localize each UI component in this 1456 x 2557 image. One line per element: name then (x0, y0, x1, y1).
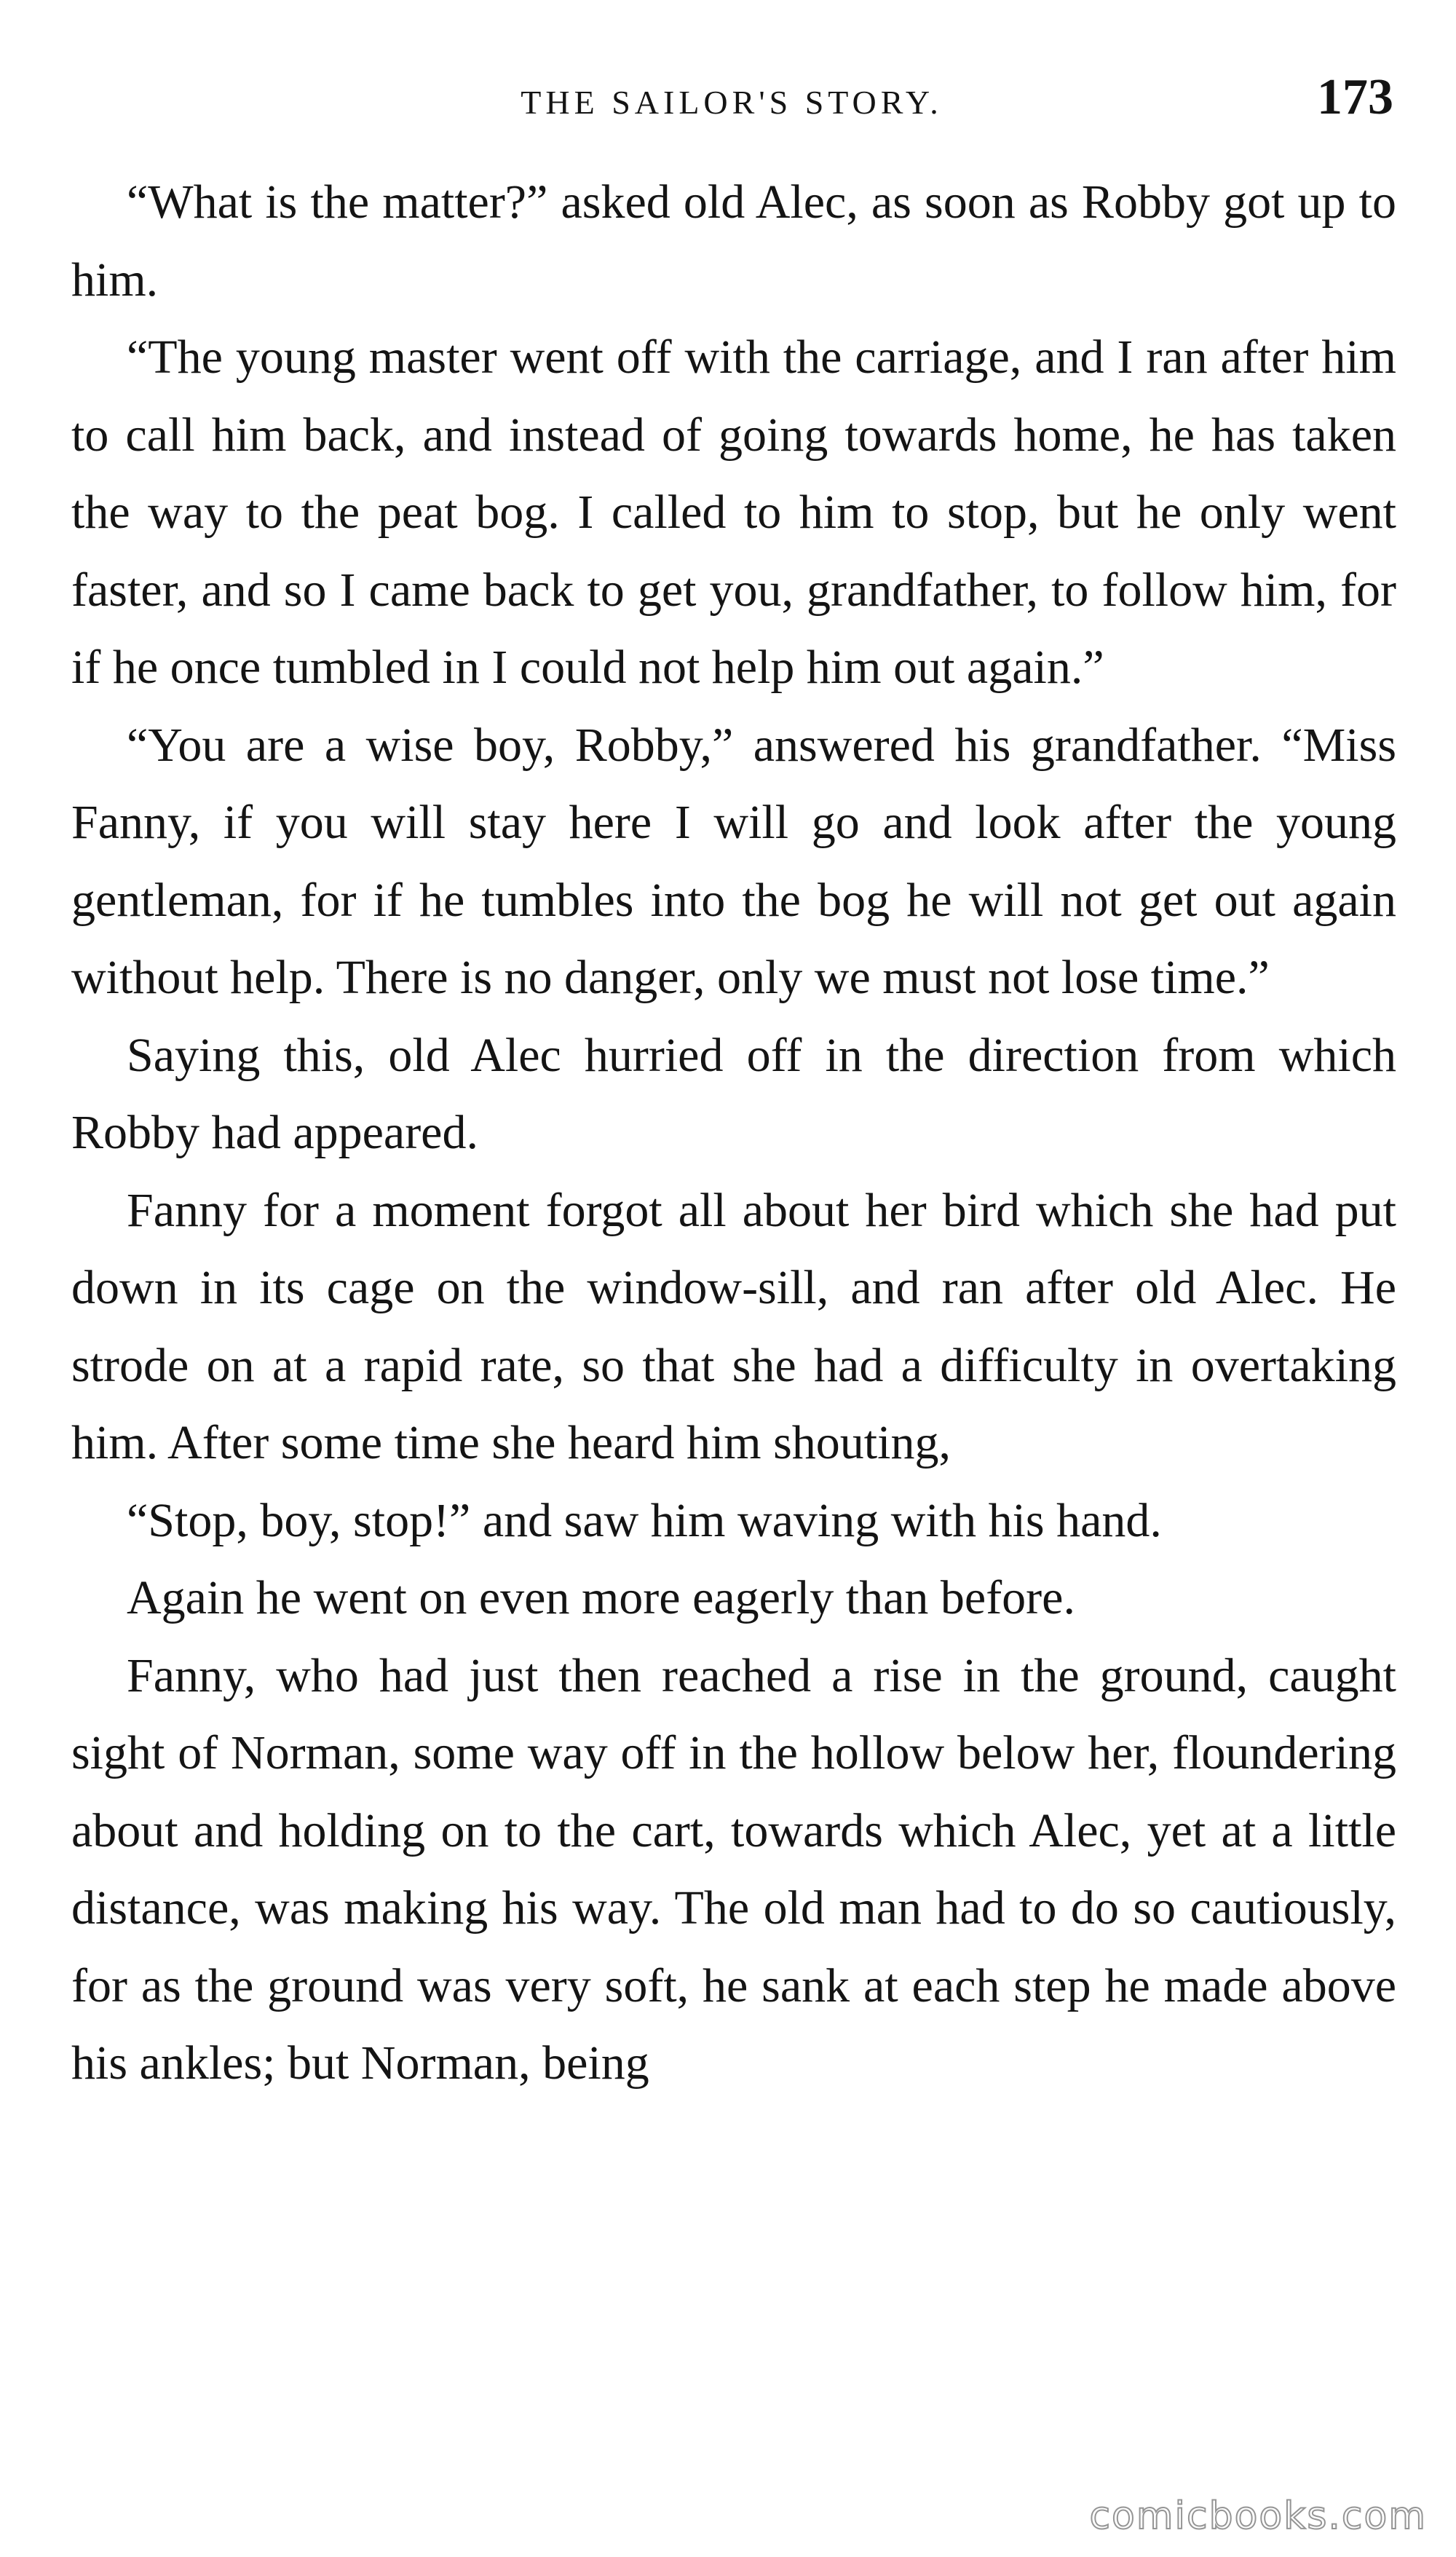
running-title: THE SAILOR'S STORY. (521, 84, 943, 121)
paragraph: Fanny, who had just then reached a rise in the ground, caught sight of Norman, some way off in the hollow below her, floundering about and holding on to the cart, towards which Alec, yet at a little distance, was making his way. The old man had to do so cautiously, for as the ground was very soft, he sank at each step he made above his ankles; but Norman, being (71, 1648, 1396, 2090)
body-text (71, 164, 1396, 2103)
paragraph: Fanny for a moment forgot all about her bird which she had put down in its cage on the window-sill, and ran after old Alec. He strode on at a rapid rate, so that she had a difficulty in overtaking him. After some time she heard him shouting, (71, 1183, 1396, 1469)
running-head (70, 67, 1393, 133)
paragraph: “What is the matter?” asked old Alec, as soon as Robby got up to him. (71, 175, 1396, 307)
page-number: 173 (1317, 69, 1393, 125)
watermark: comicbooks.com (1089, 2494, 1427, 2538)
paragraph: “The young master went off with the carriage, and I ran after him to call him back, and instead of going towards home, he has taken the way to the peat bog. I called to him to stop, but he only went faster, and so I came back to get you, grandfather, to follow him, for if he once tumbled in I could not help him out again.” (71, 331, 1396, 694)
paragraph: Saying this, old Alec hurried off in the direction from which Robby had appeared. (71, 1028, 1396, 1159)
paragraph: “You are a wise boy, Robby,” answered his grandfather. “Miss Fanny, if you will stay here I will go and look after the young gentleman, for if he tumbles into the bog he will not get out again without help. There is no danger, only we must not lose time.” (71, 718, 1396, 1004)
paragraph: “Stop, boy, stop!” and saw him waving with his hand. (127, 1493, 1162, 1547)
paragraph: Again he went on even more eagerly than before. (127, 1571, 1075, 1624)
